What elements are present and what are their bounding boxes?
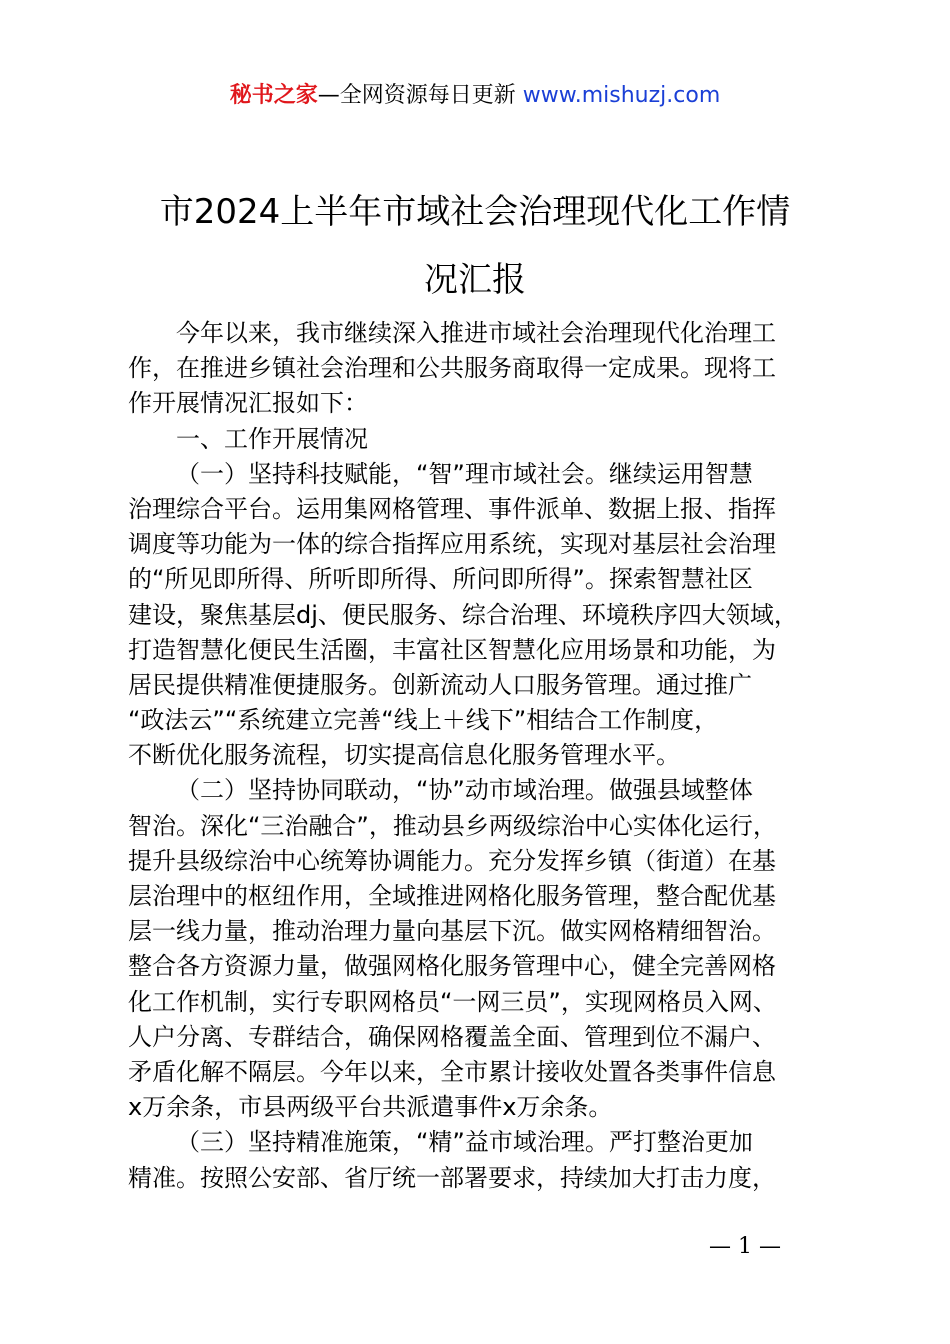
body-line: x万余条，市县两级平台共派遣事件x万余条。 bbox=[128, 1093, 613, 1122]
body-line: 作开展情况汇报如下： bbox=[128, 389, 368, 418]
section-heading: 一、工作开展情况 bbox=[176, 424, 368, 453]
body-line: 建设，聚焦基层dj、便民服务、综合治理、环境秩序四大领域， bbox=[128, 600, 798, 629]
body-line: 作，在推进乡镇社会治理和公共服务商取得一定成果。现将工 bbox=[128, 354, 776, 383]
website-link[interactable]: www.mishuzj.com bbox=[522, 83, 721, 108]
body-line: 的“所见即所得、所听即所得、所问即所得”。探索智慧社区 bbox=[128, 565, 753, 594]
body-line: 智治。深化“三治融合”，推动县乡两级综治中心实体化运行， bbox=[128, 811, 777, 840]
document-title-line-1: 市2024上半年市域社会治理现代化工作情 bbox=[159, 192, 791, 232]
page-number: — 1 — bbox=[709, 1234, 781, 1259]
body-line: 今年以来，我市继续深入推进市域社会治理现代化治理工 bbox=[176, 319, 776, 347]
body-line: （一）坚持科技赋能，“智”理市域社会。继续运用智慧 bbox=[176, 459, 753, 488]
banner-slogan: —全网资源每日更新 bbox=[317, 83, 516, 108]
body-line: 化工作机制，实行专职网格员“一网三员”，实现网格员入网、 bbox=[128, 987, 777, 1016]
header-banner bbox=[0, 80, 950, 112]
body-line: 提升县级综治中心统筹协调能力。充分发挥乡镇（街道）在基 bbox=[128, 846, 776, 875]
body-line: 治理综合平台。运用集网格管理、事件派单、数据上报、指挥 bbox=[128, 494, 776, 523]
body-line: 整合各方资源力量，做强网格化服务管理中心，健全完善网格 bbox=[128, 952, 776, 981]
document-body bbox=[128, 316, 833, 1196]
body-line: （三）坚持精准施策，“精”益市域治理。严打整治更加 bbox=[176, 1128, 753, 1157]
body-line: 居民提供精准便捷服务。创新流动人口服务管理。通过推广 bbox=[128, 670, 752, 699]
body-line: 调度等功能为一体的综合指挥应用系统，实现对基层社会治理 bbox=[128, 530, 776, 559]
body-line: （二）坚持协同联动，“协”动市域治理。做强县域整体 bbox=[176, 776, 753, 805]
body-line: “政法云”“系统建立完善“线上＋线下”相结合工作制度， bbox=[128, 706, 719, 735]
document-title-line-2: 况汇报 bbox=[424, 260, 526, 300]
body-line: 不断优化服务流程，切实提高信息化服务管理水平。 bbox=[128, 741, 680, 770]
body-line: 层一线力量，推动治理力量向基层下沉。做实网格精细智治。 bbox=[128, 917, 776, 946]
body-line: 精准。按照公安部、省厅统一部署要求，持续加大打击力度， bbox=[128, 1163, 776, 1192]
brand-name: 秘书之家 bbox=[229, 83, 318, 108]
body-line: 人户分离、专群结合，确保网格覆盖全面、管理到位不漏户、 bbox=[128, 1022, 776, 1051]
body-line: 打造智慧化便民生活圈，丰富社区智慧化应用场景和功能，为 bbox=[128, 635, 776, 664]
body-line: 层治理中的枢纽作用，全域推进网格化服务管理，整合配优基 bbox=[128, 882, 776, 910]
body-line: 矛盾化解不隔层。今年以来，全市累计接收处置各类事件信息 bbox=[128, 1057, 776, 1086]
